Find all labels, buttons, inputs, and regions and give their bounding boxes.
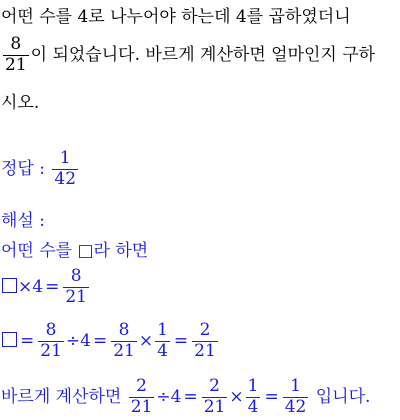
question-line-1 xyxy=(1,2,351,27)
answer-label: 정답 : xyxy=(1,158,51,179)
explanation-final xyxy=(1,378,370,417)
step1-fraction xyxy=(63,268,89,307)
explanation-label: 해설 : xyxy=(1,211,45,231)
fraction-numerator: 2 xyxy=(209,376,220,396)
step2-fraction-4 xyxy=(192,322,218,361)
fraction-denominator: 21 xyxy=(5,54,27,75)
explanation-step-1 xyxy=(1,268,91,307)
fraction-numerator: 8 xyxy=(45,320,57,340)
fraction-denominator: 4 xyxy=(247,396,259,417)
fraction-numerator: 2 xyxy=(199,320,211,340)
final-divide: ÷4 xyxy=(156,386,182,407)
step1-times: ×4 xyxy=(18,276,44,297)
fraction-numerator: 1 xyxy=(59,148,71,168)
fraction-denominator: 21 xyxy=(113,340,135,361)
question-text-3: 시오. xyxy=(1,93,40,113)
question-fraction xyxy=(3,36,29,75)
fraction-numerator: 8 xyxy=(118,320,130,340)
step2-times: × xyxy=(138,330,154,351)
fraction-numerator: 8 xyxy=(70,266,82,286)
final-fraction-3 xyxy=(246,378,261,417)
final-suffix: 입니다. xyxy=(310,386,371,407)
answer-fraction xyxy=(52,150,78,189)
blank-box-icon xyxy=(2,332,17,347)
fraction-numerator: 2 xyxy=(136,376,147,396)
final-fraction-1 xyxy=(129,378,155,417)
step2-equals-1: = xyxy=(20,330,35,351)
fraction-numerator: 1 xyxy=(290,376,301,396)
fraction-denominator: 21 xyxy=(130,396,153,417)
final-equals-2: = xyxy=(264,386,279,407)
final-fraction-2 xyxy=(202,378,228,417)
final-fraction-4 xyxy=(283,378,309,417)
fraction-denominator: 42 xyxy=(284,396,307,417)
question-text-2: 이 되었습니다. 바르게 계산하면 얼마인지 구하 xyxy=(30,44,376,65)
explanation-label-line xyxy=(1,206,45,231)
fraction-denominator: 21 xyxy=(65,286,87,307)
fraction-numerator: 1 xyxy=(247,376,259,396)
step2-equals-2: = xyxy=(92,330,108,351)
final-prefix: 바르게 계산하면 xyxy=(1,386,127,407)
blank-box-icon xyxy=(2,278,17,293)
explanation-step-2 xyxy=(1,322,220,361)
question-line-3 xyxy=(1,88,39,113)
fraction-denominator: 21 xyxy=(40,340,62,361)
final-times: × xyxy=(229,386,244,407)
step2-fraction-3 xyxy=(155,322,170,361)
final-equals-1: = xyxy=(183,386,198,407)
fraction-denominator: 4 xyxy=(157,340,168,361)
fraction-numerator: 1 xyxy=(157,320,168,340)
explanation-text-1: 어떤 수를 □라 하면 xyxy=(1,241,149,261)
question-line-2 xyxy=(1,36,375,75)
step2-equals-3: = xyxy=(173,330,189,351)
step2-fraction-1 xyxy=(38,322,64,361)
step2-fraction-2 xyxy=(111,322,137,361)
fraction-denominator: 21 xyxy=(203,396,226,417)
explanation-line-1 xyxy=(1,236,148,261)
fraction-denominator: 21 xyxy=(194,340,216,361)
question-text-1: 어떤 수를 4로 나누어야 하는데 4를 곱하였더니 xyxy=(1,7,351,27)
answer-line xyxy=(1,150,80,189)
fraction-numerator: 8 xyxy=(10,34,22,54)
step1-equals: = xyxy=(45,276,60,297)
fraction-denominator: 42 xyxy=(54,168,77,189)
step2-divide: ÷4 xyxy=(65,330,91,351)
